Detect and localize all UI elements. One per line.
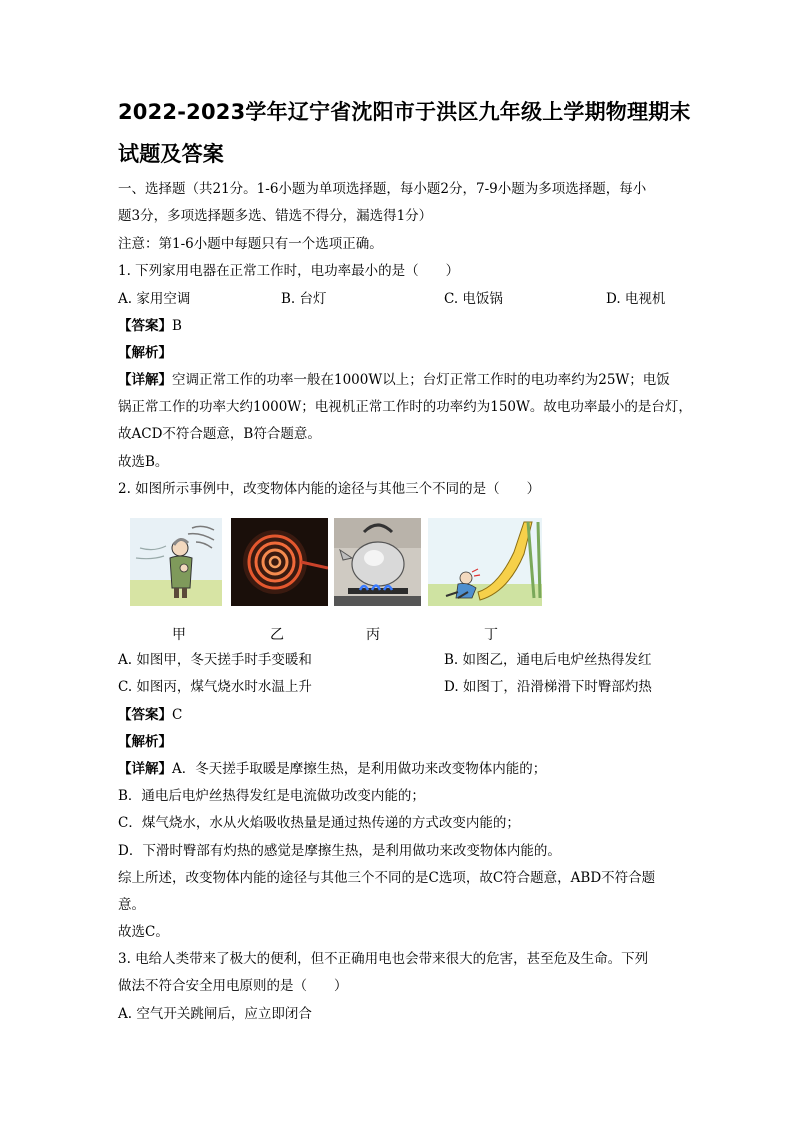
- q2-answer: [118, 706, 182, 724]
- q1-option-d: D. 电视机: [606, 291, 666, 307]
- q2-option-b: B. 如图乙，通电后电炉丝热得发红: [444, 652, 652, 668]
- q3-stem-line-1: 3. 电给人类带来了极大的便利，但不正确用电也会带来很大的危害，甚至危及生命。下列: [118, 951, 649, 967]
- q2-figure-jia-winter-hands: [130, 518, 222, 606]
- q2-answer-tag: 【答案】: [118, 707, 172, 723]
- q2-detail-line-d: D．下滑时臀部有灼热的感觉是摩擦生热，是利用做功来改变物体内能的。: [118, 843, 561, 859]
- q1-analysis-label: 【解析】: [118, 345, 172, 361]
- q1-detail-line-2: 锅正常工作的功率大约1000W；电视机正常工作时的功率约为150W。故电功率最小的是台灯，: [118, 399, 692, 415]
- section-note: 注意：第1-6小题中每题只有一个选项正确。: [118, 236, 383, 252]
- q2-figure-bing-kettle-gas: [334, 518, 421, 606]
- q2-caption-ding: 丁: [484, 627, 498, 643]
- q2-figure-yi-heater-coil: [231, 518, 328, 606]
- q2-detail-tag: 【详解】: [118, 761, 172, 777]
- q2-detail-line-a: [118, 760, 546, 778]
- q2-analysis-tag: [118, 733, 172, 751]
- q2-figure-ding-slide: [428, 518, 542, 606]
- page-title-line-2: 试题及答案: [118, 142, 224, 166]
- q1-option-c: C. 电饭锅: [444, 291, 503, 307]
- q2-option-a: A. 如图甲，冬天搓手时手变暖和: [118, 652, 312, 668]
- q2-analysis-label: 【解析】: [118, 734, 172, 750]
- q2-detail-line-b: B．通电后电炉丝热得发红是电流做功改变内能的；: [118, 788, 425, 804]
- q3-option-a: A. 空气开关跳闸后，应立即闭合: [118, 1006, 312, 1022]
- q1-answer-tag: 【答案】: [118, 318, 172, 334]
- q2-answer-value: C: [172, 707, 183, 723]
- q1-option-a: A. 家用空调: [118, 291, 191, 307]
- section-intro-line-1: 一、选择题（共21分。1-6小题为单项选择题，每小题2分，7-9小题为多项选择题，每小: [118, 181, 647, 197]
- q1-detail-tag: 【详解】: [118, 372, 172, 388]
- q1-stem: 1. 下列家用电器在正常工作时，电功率最小的是（ ）: [118, 263, 460, 279]
- q1-detail-line-3: 故ACD不符合题意，B符合题意。: [118, 426, 321, 442]
- q2-detail-text-a: A．冬天搓手取暖是摩擦生热，是利用做功来改变物体内能的；: [172, 761, 547, 777]
- q1-conclusion: 故选B。: [118, 454, 169, 470]
- q1-analysis-tag: [118, 344, 172, 362]
- q2-summary-line-2: 意。: [118, 897, 145, 913]
- q2-caption-bing: 丙: [366, 627, 380, 643]
- q2-stem: 2. 如图所示事例中，改变物体内能的途径与其他三个不同的是（ ）: [118, 481, 541, 497]
- q1-answer: [118, 317, 182, 335]
- page-title-line-1: 2022-2023学年辽宁省沈阳市于洪区九年级上学期物理期末: [118, 100, 691, 124]
- q2-caption-jia: 甲: [172, 627, 186, 643]
- q1-detail-text-1: 空调正常工作的功率一般在1000W以上；台灯正常工作时的电功率约为25W；电饭: [172, 372, 670, 388]
- q1-detail-line-1: [118, 371, 670, 389]
- section-intro-line-2: 题3分，多项选择题多选、错选不得分，漏选得1分）: [118, 208, 433, 224]
- q2-option-d: D. 如图丁，沿滑梯滑下时臀部灼热: [444, 679, 652, 695]
- q3-stem-line-2: 做法不符合安全用电原则的是（ ）: [118, 978, 348, 994]
- q2-figure-row: [130, 518, 550, 610]
- q1-option-b: B. 台灯: [281, 291, 327, 307]
- q2-option-c: C. 如图丙，煤气烧水时水温上升: [118, 679, 312, 695]
- q1-answer-value: B: [172, 318, 182, 334]
- q2-caption-yi: 乙: [270, 627, 284, 643]
- q2-conclusion: 故选C。: [118, 924, 169, 940]
- q2-summary-line-1: 综上所述，改变物体内能的途径与其他三个不同的是C选项，故C符合题意，ABD不符合题: [118, 870, 656, 886]
- q2-detail-line-c: C．煤气烧水，水从火焰吸收热量是通过热传递的方式改变内能的；: [118, 815, 520, 831]
